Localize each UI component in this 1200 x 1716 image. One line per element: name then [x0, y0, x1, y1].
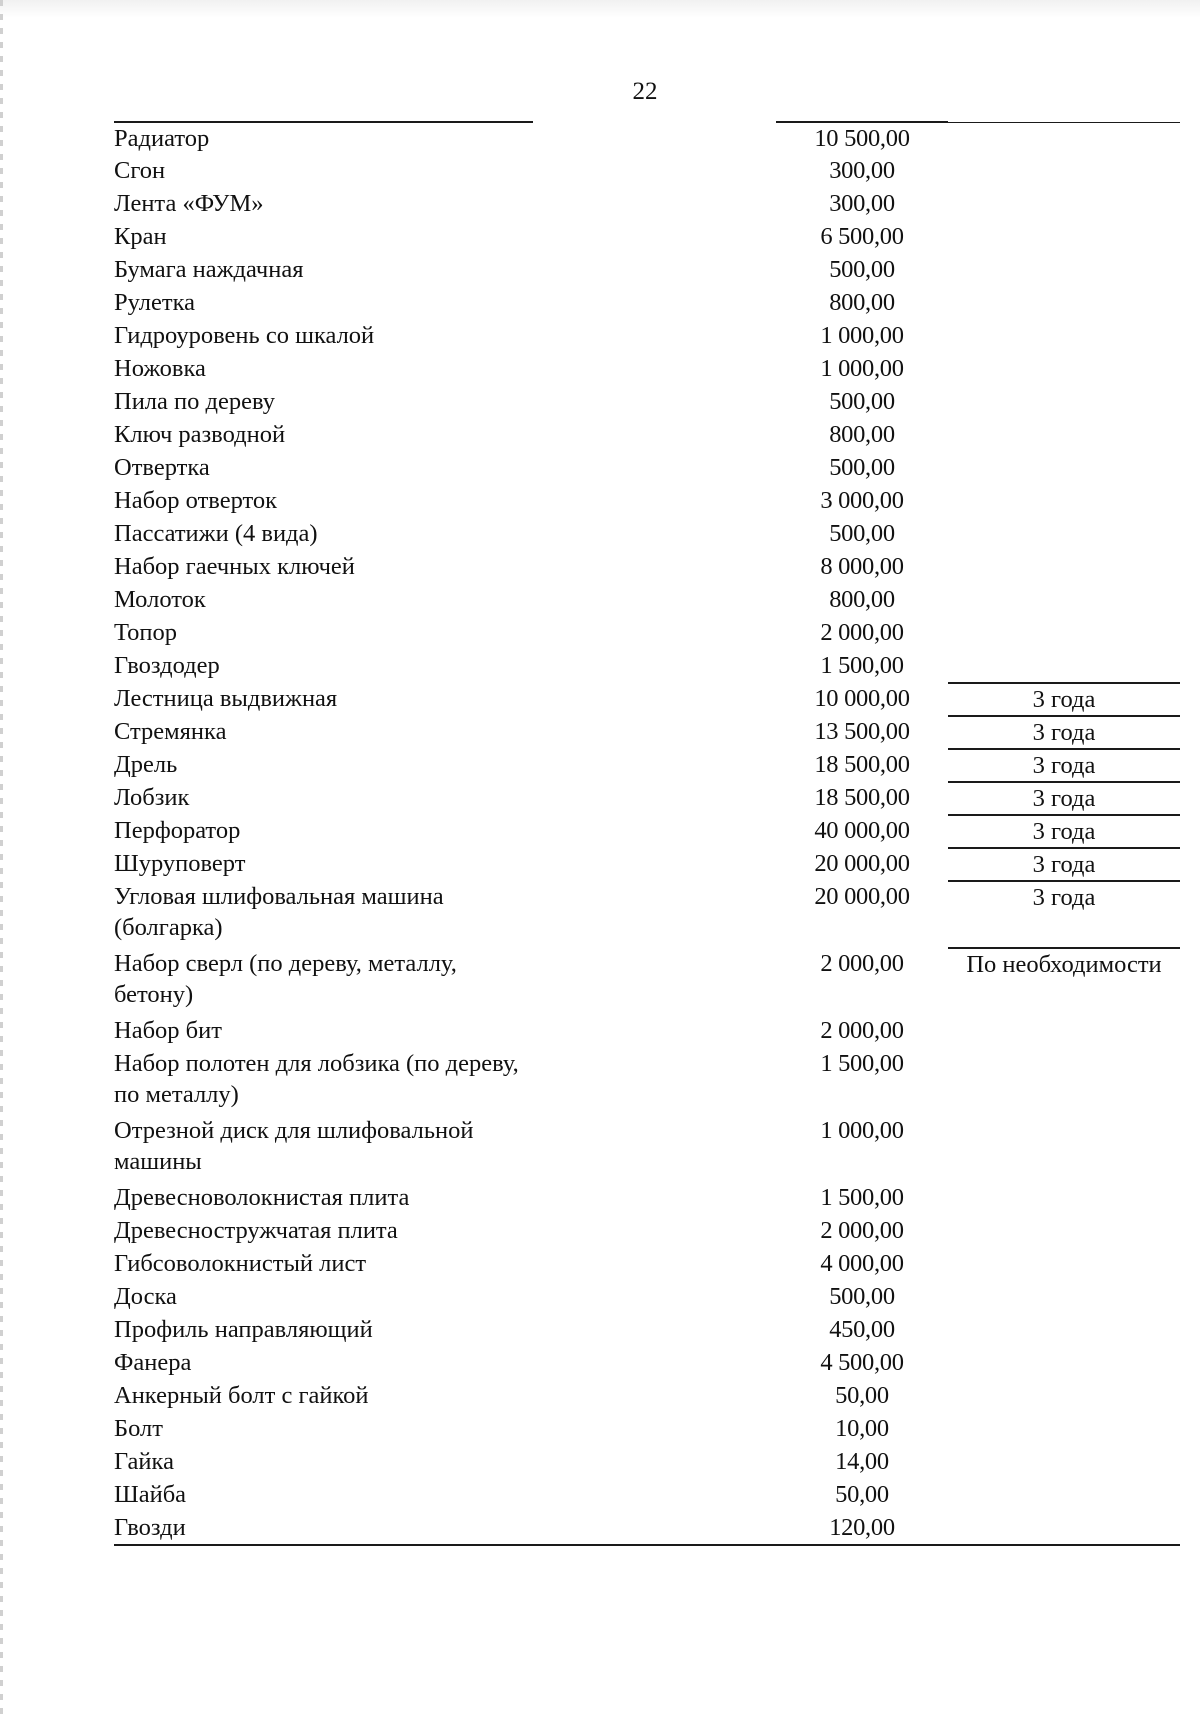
- table-row: [114, 122, 1180, 155]
- empty-cell: [533, 287, 776, 320]
- item-name: Набор бит: [114, 1017, 222, 1044]
- empty-cell: [533, 419, 776, 452]
- item-name: Сгон: [114, 157, 166, 184]
- item-name: Гвозди: [114, 1512, 533, 1545]
- item-term: [948, 221, 1180, 254]
- item-term: По необходимости: [966, 951, 1162, 978]
- price-table-body: [114, 122, 1180, 1545]
- page-number: 22: [632, 78, 658, 105]
- item-price: 40 000,00: [814, 817, 910, 844]
- empty-cell: [533, 1281, 776, 1314]
- empty-cell: [533, 254, 776, 287]
- table-row: [114, 188, 1180, 221]
- table-row: [114, 155, 1180, 188]
- item-price: 500,00: [829, 388, 895, 415]
- item-price: 10 000,00: [814, 685, 910, 712]
- empty-cell: [533, 1512, 776, 1545]
- item-price: 2 000,00: [820, 619, 904, 646]
- item-price: 1 500,00: [820, 1184, 904, 1211]
- table-row: [114, 485, 1180, 518]
- item-price: 800,00: [829, 421, 895, 448]
- item-term: 3 года: [948, 848, 1180, 881]
- table-row: [114, 1281, 1180, 1314]
- item-price: 13 500,00: [814, 718, 910, 745]
- item-term: [948, 1314, 1180, 1347]
- empty-cell: [533, 320, 776, 353]
- item-name: Лобзик: [114, 784, 190, 811]
- table-row: [114, 1446, 1180, 1479]
- table-row: [114, 320, 1180, 353]
- empty-cell: [533, 815, 776, 848]
- item-term: [948, 518, 1180, 551]
- item-name: Рулетка: [114, 289, 196, 316]
- empty-cell: [533, 584, 776, 617]
- item-price: 2 000,00: [820, 950, 904, 977]
- scan-edge-noise: [0, 0, 1200, 18]
- item-name: Молоток: [114, 586, 206, 613]
- item-price: 4 500,00: [820, 1349, 904, 1376]
- item-term: [948, 287, 1180, 320]
- empty-cell: [533, 452, 776, 485]
- item-name: Анкерный болт с гайкой: [114, 1382, 369, 1409]
- table-row: [114, 1215, 1180, 1248]
- table-row: [114, 452, 1180, 485]
- empty-cell: [533, 1413, 776, 1446]
- table-row: [114, 948, 1180, 1015]
- item-name: Доска: [114, 1283, 177, 1310]
- item-name: Дрель: [114, 751, 178, 778]
- empty-cell: [533, 848, 776, 881]
- item-name: Стремянка: [114, 718, 227, 745]
- item-name: Гвоздодер: [114, 652, 220, 679]
- item-term: [948, 1413, 1180, 1446]
- table-row: [114, 254, 1180, 287]
- item-price: 2 000,00: [820, 1017, 904, 1044]
- item-name: Фанера: [114, 1349, 192, 1376]
- table-row: [114, 1048, 1180, 1115]
- item-term: [948, 1215, 1180, 1248]
- item-term: [948, 188, 1180, 221]
- item-name: Ключ разводной: [114, 421, 286, 448]
- item-name: Профиль направляющий: [114, 1316, 373, 1343]
- table-row: [114, 1512, 1180, 1545]
- empty-cell: [533, 518, 776, 551]
- empty-cell: [533, 683, 776, 716]
- empty-cell: [533, 1446, 776, 1479]
- scan-left-edge: [0, 0, 3, 1716]
- item-price: 4 000,00: [820, 1250, 904, 1277]
- table-row: [114, 1479, 1180, 1512]
- item-name: Гидроуровень со шкалой: [114, 322, 375, 349]
- table-row: [114, 815, 1180, 848]
- item-price: 3 000,00: [820, 487, 904, 514]
- item-term: [948, 254, 1180, 287]
- empty-cell: [533, 1015, 776, 1048]
- item-term: [948, 1015, 1180, 1048]
- item-term: [948, 485, 1180, 518]
- item-price: 300,00: [829, 157, 895, 184]
- item-price: 6 500,00: [820, 223, 904, 250]
- table-row: [114, 1314, 1180, 1347]
- item-name: Пассатижи (4 вида): [114, 520, 318, 547]
- item-name: Гибсоволокнистый лист: [114, 1250, 367, 1277]
- table-row: [114, 650, 1180, 683]
- item-term: 3 года: [948, 683, 1180, 716]
- table-row: [114, 1380, 1180, 1413]
- item-term: [948, 551, 1180, 584]
- item-name: Кран: [114, 223, 167, 250]
- empty-cell: [533, 1479, 776, 1512]
- table-row: [114, 353, 1180, 386]
- item-name: Набор гаечных ключей: [114, 553, 355, 580]
- empty-cell: [533, 485, 776, 518]
- item-term: [948, 1048, 1180, 1115]
- item-name: Отвертка: [114, 454, 210, 481]
- item-name: Угловая шлифовальная машина (болгарка): [114, 883, 444, 941]
- item-price: 1 000,00: [820, 1117, 904, 1144]
- item-price: 10,00: [835, 1415, 889, 1442]
- empty-cell: [533, 221, 776, 254]
- table-row: [114, 881, 1180, 948]
- table-row: [114, 848, 1180, 881]
- item-price: 500,00: [829, 1283, 895, 1310]
- item-price: 1 000,00: [820, 322, 904, 349]
- item-price: 10 500,00: [776, 122, 948, 155]
- item-price: 300,00: [829, 190, 895, 217]
- item-term: [948, 1512, 1180, 1545]
- empty-cell: [533, 1115, 776, 1182]
- table-row: [114, 287, 1180, 320]
- item-price: 1 500,00: [820, 652, 904, 679]
- table-row: [114, 782, 1180, 815]
- item-price: 8 000,00: [820, 553, 904, 580]
- item-term: [948, 122, 1180, 155]
- table-row: [114, 617, 1180, 650]
- item-name: Перфоратор: [114, 817, 241, 844]
- empty-cell: [533, 1347, 776, 1380]
- item-price: 50,00: [835, 1382, 889, 1409]
- item-term: 3 года: [948, 782, 1180, 815]
- item-term: [948, 419, 1180, 452]
- item-price: 800,00: [829, 289, 895, 316]
- item-name: Гайка: [114, 1448, 174, 1475]
- empty-cell: [533, 1380, 776, 1413]
- item-price: 14,00: [835, 1448, 889, 1475]
- empty-cell: [533, 1314, 776, 1347]
- item-price: 20 000,00: [814, 883, 910, 910]
- item-term: 3 года: [948, 881, 1180, 948]
- item-price: 500,00: [829, 256, 895, 283]
- item-term: 3 года: [948, 815, 1180, 848]
- item-price: 1 500,00: [820, 1050, 904, 1077]
- item-name: Древесностружчатая плита: [114, 1217, 398, 1244]
- table-row: [114, 1182, 1180, 1215]
- item-name: Набор отверток: [114, 487, 278, 514]
- empty-cell: [533, 617, 776, 650]
- item-price: 120,00: [776, 1512, 948, 1545]
- table-row: [114, 518, 1180, 551]
- item-price: 2 000,00: [820, 1217, 904, 1244]
- item-name: Отрезной диск для шлифовальной машины: [114, 1117, 474, 1175]
- item-name: Болт: [114, 1415, 163, 1442]
- empty-cell: [533, 948, 776, 1015]
- table-row: [114, 1115, 1180, 1182]
- table-row: [114, 386, 1180, 419]
- empty-cell: [533, 1182, 776, 1215]
- item-name: Бумага наждачная: [114, 256, 304, 283]
- table-row: [114, 419, 1180, 452]
- empty-cell: [533, 881, 776, 948]
- item-price: 800,00: [829, 586, 895, 613]
- price-table: [114, 121, 1180, 1546]
- item-term: [948, 1479, 1180, 1512]
- item-term: [948, 353, 1180, 386]
- item-term: [948, 1446, 1180, 1479]
- empty-cell: [533, 188, 776, 221]
- item-name: Набор полотен для лобзика (по дереву, по металлу): [114, 1050, 519, 1108]
- table-row: [114, 749, 1180, 782]
- empty-cell: [533, 353, 776, 386]
- empty-cell: [533, 122, 776, 155]
- item-term: [948, 1182, 1180, 1215]
- table-row: [114, 1347, 1180, 1380]
- item-term: [948, 155, 1180, 188]
- item-term: [948, 452, 1180, 485]
- item-term: [948, 584, 1180, 617]
- item-term: 3 года: [948, 716, 1180, 749]
- table-row: [114, 221, 1180, 254]
- item-price: 20 000,00: [814, 850, 910, 877]
- table-row: [114, 683, 1180, 716]
- item-term: 3 года: [948, 749, 1180, 782]
- item-term: [948, 320, 1180, 353]
- item-name: Набор сверл (по дереву, металлу, бетону): [114, 950, 457, 1008]
- empty-cell: [533, 551, 776, 584]
- empty-cell: [533, 1048, 776, 1115]
- item-term: [948, 1347, 1180, 1380]
- empty-cell: [533, 749, 776, 782]
- item-price: 500,00: [829, 520, 895, 547]
- item-name: Ножовка: [114, 355, 206, 382]
- item-term: [948, 650, 1180, 683]
- item-term: [948, 617, 1180, 650]
- empty-cell: [533, 386, 776, 419]
- item-term: [948, 1115, 1180, 1182]
- item-term: [948, 1248, 1180, 1281]
- item-price: 50,00: [835, 1481, 889, 1508]
- table-row: [114, 551, 1180, 584]
- item-price: 18 500,00: [814, 751, 910, 778]
- table-row: [114, 584, 1180, 617]
- item-price: 18 500,00: [814, 784, 910, 811]
- item-name: Шайба: [114, 1481, 187, 1508]
- empty-cell: [533, 1248, 776, 1281]
- item-name: Лестница выдвижная: [114, 685, 338, 712]
- item-term: [948, 1281, 1180, 1314]
- item-name: Лента «ФУМ»: [114, 190, 264, 217]
- table-row: [114, 716, 1180, 749]
- item-name: Топор: [114, 619, 177, 646]
- item-term: [948, 1380, 1180, 1413]
- empty-cell: [533, 782, 776, 815]
- item-name: Шуруповерт: [114, 850, 246, 877]
- table-row: [114, 1015, 1180, 1048]
- item-price: 1 000,00: [820, 355, 904, 382]
- empty-cell: [533, 716, 776, 749]
- empty-cell: [533, 650, 776, 683]
- item-term: [948, 386, 1180, 419]
- table-row: [114, 1413, 1180, 1446]
- item-name: Пила по дереву: [114, 388, 275, 415]
- empty-cell: [533, 1215, 776, 1248]
- item-name: Древесноволокнистая плита: [114, 1184, 410, 1211]
- item-price: 500,00: [829, 454, 895, 481]
- empty-cell: [533, 155, 776, 188]
- item-price: 450,00: [829, 1316, 895, 1343]
- item-name: Радиатор: [114, 122, 533, 155]
- table-row: [114, 1248, 1180, 1281]
